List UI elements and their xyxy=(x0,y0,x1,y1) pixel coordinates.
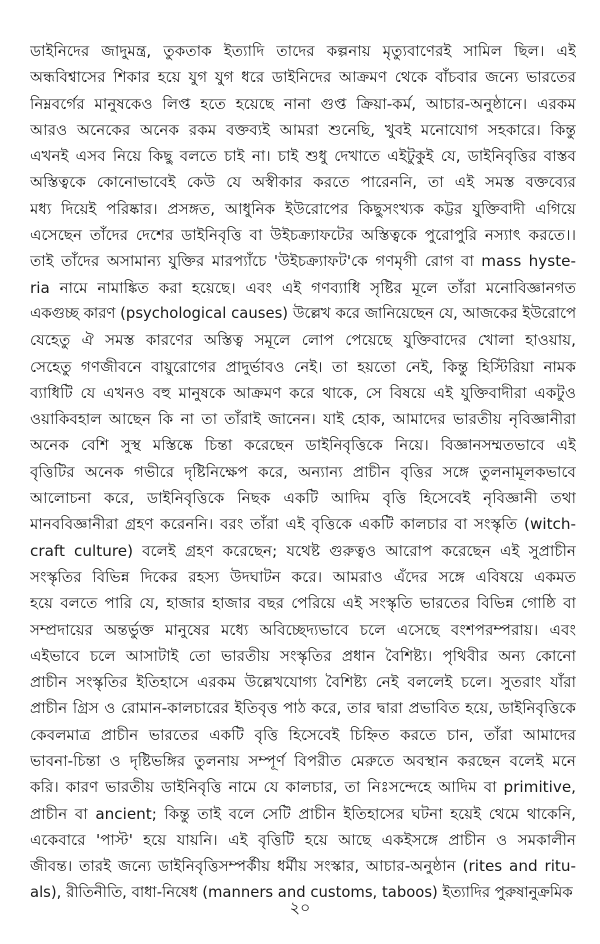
text-line: ria নামে নামাঙ্কিত করা হয়েছে। এবং এই গণব্যাধি সৃষ্টির মূলে তাঁরা মনোবিজ্ঞানগত xyxy=(30,278,576,297)
text-line: ব্যাধিটি যে এখনও বহু মানুষকে আক্রমণ করে থাকে, সে বিষয়ে এই যুক্তিবাদীরা একটুও xyxy=(30,383,576,402)
text-line: এসেছেন তাঁদের দেশের ডাইনিবৃত্তি বা উইচক্র্যাফটের অস্তিত্বকে পুরোপুরি নস্যাৎ করতে।। xyxy=(30,226,576,245)
text-line: বৃত্তিটির অনেক গভীরে দৃষ্টিনিক্ষেপ করে, অন্যান্য প্রাচীন বৃত্তির সঙ্গে তুলনামূলকভাবে xyxy=(30,462,576,481)
text-line: সম্প্রদায়ের অন্তর্ভুক্ত মানুষের মধ্যে অবিচ্ছেদ্যভাবে চলে এসেছে বংশপরম্পরায়। এবং xyxy=(30,620,576,639)
text-line: কেবলমাত্র প্রাচীন ভারতের একটি বৃত্তি হিসেবেই চিহ্নিত করতে চান, তাঁরা আমাদের xyxy=(30,725,576,744)
text-line: ওয়াকিবহাল আছেন কি না তা তাঁরাই জানেন। যাই হোক, আমাদের ভারতীয় নৃবিজ্ঞানীরা xyxy=(30,410,576,429)
text-line: নিম্নবর্গের মানুষকেও লিপ্ত হতে হয়েছে নানা গুপ্ত ক্রিয়া-কর্ম, আচার-অনুষ্ঠানে। এরকম xyxy=(30,94,576,113)
text-line: অস্তিত্বকে কোনোভাবেই কেউ যে অস্বীকার করতে পারেননি, তা এই সমস্ত বক্তব্যের xyxy=(30,173,576,192)
text-line: তাই তাঁদের অসামান্য যুক্তির মারপ্যাঁচে 'উইচক্র্যাফট'কে গণমৃগী রোগ বা mass hyste- xyxy=(30,252,576,271)
text-line: এখনই এসব নিয়ে কিছু বলতে চাই না। চাই শুধু দেখাতে এইটুকুই যে, ডাইনিবৃত্তির বাস্তব xyxy=(30,147,576,166)
text-line: একগুচ্ছ কারণ (psychological causes) উল্লেখ করে জানিয়েছেন যে, আজকের ইউরোপে xyxy=(30,304,576,322)
text-line: যেহেতু ঐ সমস্ত কারণের অস্তিত্ব সমূলে লোপ পেয়েছে যুক্তিবাদের খোলা হাওয়ায়, xyxy=(30,331,576,350)
text-line: এইভাবে চলে আসাটাই তো ভারতীয় সংস্কৃতির প্রধান বৈশিষ্ট্য। পৃথিবীর অন্য কোনো xyxy=(30,646,576,665)
text-line: হয়ে বলতে পারি যে, হাজার হাজার বছর পেরিয়ে এই সংস্কৃতি ভারতের বিভিন্ন গোষ্ঠি বা xyxy=(30,594,576,613)
text-line: আরও অনেকের অনেক রকম বক্তব্যই আমরা শুনেছি, খুবই মনোযোগ সহকারে। কিন্তু xyxy=(30,120,576,139)
text-line: প্রাচীন সংস্কৃতির ইতিহাসে এরকম উল্লেখযোগ্য বৈশিষ্ট্য নেই বললেই চলে। সুতরাং যাঁরা xyxy=(30,673,576,692)
page-number: ২০ xyxy=(289,898,311,917)
text-line: ভাবনা-চিন্তা ও দৃষ্টিভঙ্গির তুলনায় সম্পূর্ণ বিপরীত মেরুতে অবস্থান করছেন বলেই মনে xyxy=(30,752,576,771)
text-line: craft culture) বলেই গ্রহণ করেছেন; যথেষ্ট গুরুত্বও আরোপ করেছেন এই সুপ্রাচীন xyxy=(30,541,576,560)
text-line: প্রাচীন বা ancient; কিন্তু তাই বলে সেটি প্রাচীন ইতিহাসের ঘটনা হয়েই থেমে থাকেনি, xyxy=(30,804,576,823)
text-line: ডাইনিদের জাদুমন্ত্র, তুকতাক ইত্যাদি তাদের কল্পনায় মৃত্যুবাণেরই সামিল ছিল। এই xyxy=(30,42,576,60)
text-line: মধ্য দিয়েই পরিষ্কার। প্রসঙ্গত, আধুনিক ইউরোপের কিছুসংখ্যক কট্টর যুক্তিবাদী এগিয়ে xyxy=(30,199,576,218)
text-line: মানববিজ্ঞানীরা গ্রহণ করেননি। বরং তাঁরা এই বৃত্তিকে একটি কালচার বা সংস্কৃতি (witch- xyxy=(30,515,576,534)
text-line: করি। কারণ ভারতীয় ডাইনিবৃত্তি নামে যে কালচার, তা নিঃসন্দেহে আদিম বা primitive, xyxy=(30,778,576,797)
body-text xyxy=(30,38,576,906)
text-line: একেবারে 'পাস্ট' হয়ে যায়নি। এই বৃত্তিটি হয়ে আছে একইসঙ্গে প্রাচীন ও সমকালীন xyxy=(30,830,576,849)
text-line: জীবন্ত। তারই জন্যে ডাইনিবৃত্তিসম্পর্কীয় ধর্মীয় সংস্কার, আচার-অনুষ্ঠান (rites and ritu- xyxy=(30,857,576,876)
text-line: অন্ধবিশ্বাসের শিকার হয়ে যুগ যুগ ধরে ডাইনিদের আক্রমণ থেকে বাঁচবার জন্যে ভারতের xyxy=(30,68,576,87)
text-line: আলোচনা করে, ডাইনিবৃত্তিকে নিছক একটি আদিম বৃত্তি হিসেবেই নৃবিজ্ঞানী তথা xyxy=(30,489,576,508)
text-line: প্রাচীন গ্রিস ও রোমান-কালচারের ইতিবৃত্ত পাঠ করে, তার দ্বারা প্রভাবিত হয়ে, ডাইনিবৃত্তিকে xyxy=(30,699,576,718)
text-line: অনেক বেশি সুস্থ মস্তিষ্কে চিন্তা করেছেন ডাইনিবৃত্তিকে নিয়ে। বিজ্ঞানসম্মতভাবে এই xyxy=(30,436,576,455)
text-line: সংস্কৃতির বিভিন্ন দিকের রহস্য উদঘাটন করে। আমরাও এঁদের সঙ্গে এবিষয়ে একমত xyxy=(30,567,576,586)
text-line: সেহেতু গণজীবনে বায়ুরোগের প্রাদুর্ভাবও নেই। তা হয়তো নেই, কিন্তু হিস্টিরিয়া নামক xyxy=(30,357,576,376)
text-line: als), রীতিনীতি, বাধা-নিষেধ (manners and customs, taboos) ইত্যাদির পুরুষানুক্রমিক xyxy=(30,883,573,901)
